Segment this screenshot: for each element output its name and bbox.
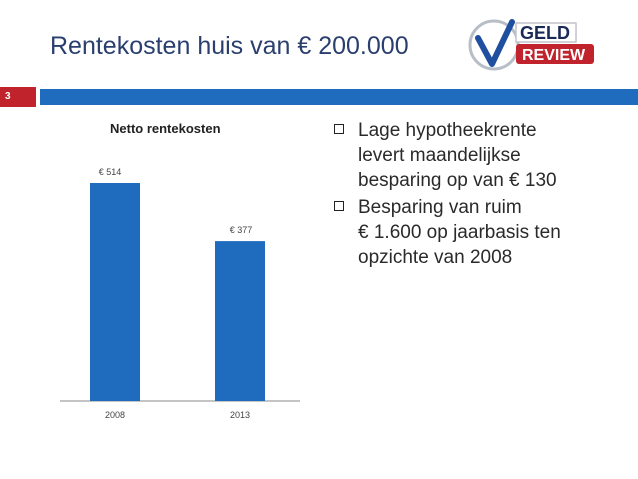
svg-text:REVIEW: REVIEW	[522, 47, 586, 64]
bullet-text: Besparing van ruim € 1.600 op jaarbasis ten opzichte van 2008	[358, 197, 561, 268]
tick-label-2013: 2013	[229, 410, 251, 420]
data-label-2008: € 514	[98, 167, 122, 177]
slide-number: 3	[0, 87, 36, 107]
svg-text:GELD: GELD	[520, 23, 571, 43]
chart-title: Netto rentekosten	[110, 121, 221, 136]
bullet-item	[330, 118, 630, 193]
bullet-item	[330, 195, 630, 270]
bullet-list	[330, 118, 630, 272]
bullet-text: Lage hypotheekrente levert maandelijkse besparing op van € 130	[358, 120, 557, 191]
slide-title: Rentekosten huis van € 200.000	[50, 32, 409, 60]
header-band	[40, 89, 638, 105]
tick-label-2008: 2008	[104, 410, 126, 420]
bar-chart	[60, 150, 310, 435]
bar-2013	[215, 241, 265, 401]
square-bullet-icon	[334, 124, 344, 134]
bar-2008	[90, 183, 140, 401]
data-label-2013: € 377	[229, 225, 253, 236]
square-bullet-icon	[334, 201, 344, 211]
geld-review-logo	[466, 16, 606, 74]
